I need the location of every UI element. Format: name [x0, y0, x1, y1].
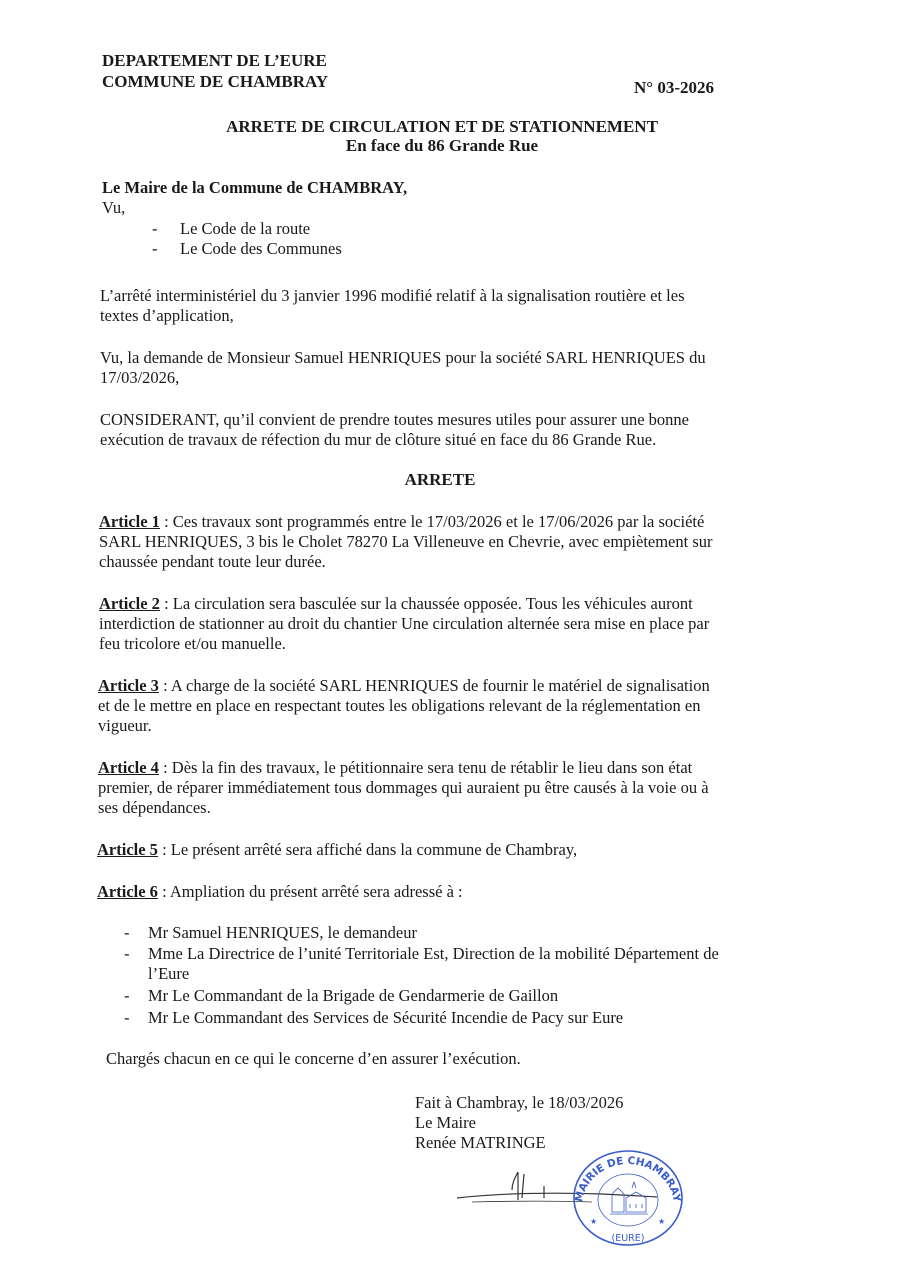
- article-5: Article 5 : Le présent arrêté sera affiché dans la commune de Chambray,: [97, 840, 578, 859]
- dash-marker: -: [124, 944, 130, 963]
- request-line: Vu, la demande de Monsieur Samuel HENRIQUES pour la société SARL HENRIQUES du: [100, 348, 706, 367]
- star-icon: ★: [658, 1217, 666, 1226]
- stamp-text-bottom: (EURE): [611, 1233, 645, 1244]
- closing-line: Chargés chacun en ce qui le concerne d’en assurer l’exécution.: [106, 1049, 521, 1068]
- article-2-line: interdiction de stationner au droit du chantier Une circulation alternée sera mise en place par: [99, 614, 710, 633]
- mairie-stamp: [570, 1148, 686, 1248]
- department-line: DEPARTEMENT DE L’EURE: [102, 51, 327, 70]
- recipient-item: Mr Le Commandant de la Brigade de Gendarmerie de Gaillon: [148, 986, 559, 1005]
- dash-marker: -: [124, 1008, 130, 1027]
- article-1-line: SARL HENRIQUES, 3 bis le Cholet 78270 La Villeneuve en Chevrie, avec empiètement sur: [99, 532, 713, 551]
- stamp-emblem-icon: [610, 1182, 648, 1214]
- arrete-reference-line: L’arrêté interministériel du 3 janvier 1996 modifié relatif à la signalisation routière et les: [100, 286, 685, 305]
- arrete-heading: ARRETE: [404, 470, 476, 489]
- article-4-line: premier, de réparer immédiatement tous dommages qui auraient pu être causés à la voie ou à: [98, 778, 709, 797]
- arrete-reference-line: textes d’application,: [100, 306, 234, 325]
- stamp-text-top: MAIRIE DE CHAMBRAY: [573, 1154, 683, 1204]
- dash-marker: -: [124, 986, 130, 1005]
- article-3-line: et de le mettre en place en respectant toutes les obligations relevant de la réglementation en: [98, 696, 701, 715]
- recipient-item-continuation: l’Eure: [148, 964, 190, 983]
- signatory-name: Renée MATRINGE: [415, 1133, 546, 1152]
- code-item: Le Code des Communes: [180, 239, 342, 258]
- considerant-line: exécution de travaux de réfection du mur de clôture situé en face du 86 Grande Rue.: [100, 430, 657, 449]
- article-2-line: feu tricolore et/ou manuelle.: [99, 634, 286, 653]
- recipient-item: Mr Le Commandant des Services de Sécurité Incendie de Pacy sur Eure: [148, 1008, 624, 1027]
- article-4: Article 4 : Dès la fin des travaux, le pétitionnaire sera tenu de rétablir le lieu dans son état: [98, 758, 693, 777]
- code-item: Le Code de la route: [180, 219, 311, 238]
- article-3-line: vigueur.: [98, 716, 152, 735]
- document-title: ARRETE DE CIRCULATION ET DE STATIONNEMENT: [226, 117, 658, 136]
- recipient-item: Mme La Directrice de l’unité Territoriale Est, Direction de la mobilité Département de: [148, 944, 719, 963]
- decree-number: N° 03-2026: [634, 78, 714, 97]
- star-icon: ★: [590, 1217, 598, 1226]
- article-1-line: chaussée pendant toute leur durée.: [99, 552, 326, 571]
- considerant-line: CONSIDERANT, qu’il convient de prendre toutes mesures utiles pour assurer une bonne: [100, 410, 689, 429]
- signatory-role: Le Maire: [415, 1113, 476, 1132]
- dash-marker: -: [152, 219, 158, 238]
- request-line: 17/03/2026,: [100, 368, 180, 387]
- commune-line: COMMUNE DE CHAMBRAY: [102, 72, 329, 91]
- place-date: Fait à Chambray, le 18/03/2026: [415, 1093, 624, 1112]
- dash-marker: -: [152, 239, 158, 258]
- article-2: Article 2 : La circulation sera basculée sur la chaussée opposée. Tous les véhicules auront: [99, 594, 693, 613]
- article-4-line: ses dépendances.: [98, 798, 211, 817]
- recipient-item: Mr Samuel HENRIQUES, le demandeur: [148, 923, 417, 942]
- dash-marker: -: [124, 923, 130, 942]
- document-subtitle: En face du 86 Grande Rue: [345, 136, 539, 155]
- mayor-line: Le Maire de la Commune de CHAMBRAY,: [102, 178, 408, 197]
- vu-line: Vu,: [102, 198, 126, 217]
- article-1: Article 1 : Ces travaux sont programmés entre le 17/03/2026 et le 17/06/2026 par la société: [99, 512, 705, 531]
- article-6: Article 6 : Ampliation du présent arrêté sera adressé à :: [97, 882, 463, 901]
- article-3: Article 3 : A charge de la société SARL HENRIQUES de fournir le matériel de signalisation: [98, 676, 710, 695]
